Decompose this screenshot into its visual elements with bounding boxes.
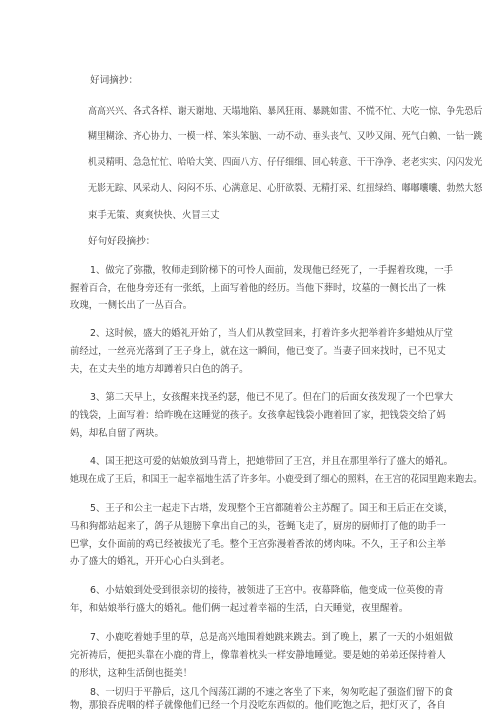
paragraph-line: 2、这时候，盛大的婚礼开始了，当人们从教堂回来，打着许多火把举着许多蜡烛从厅堂 [90, 328, 453, 339]
paragraph-line: 前经过，一丝亮光落到了王子身上，就在这一瞬间，他已变了。当妻子回来找时，已不见丈 [70, 346, 446, 357]
word-line: 高高兴兴、各式各样、谢天谢地、天塌地陷、暴风狂雨、暴跳如雷、不慌不忙、大吃一惊、争先恐后 [88, 106, 483, 117]
paragraph-line: 办了盛大的婚礼，开开心心白头到老。 [70, 556, 230, 567]
word-line: 糊里糊涂、齐心协力、一模一样、笨头笨脑、一动不动、垂头丧气、又吵又闹、死气白赖、一钻一跳 [88, 131, 483, 142]
paragraph-line: 3、第二天早上，女孩醒来找圣约瑟，他已不见了。但在门的后面女孩发现了一个巴掌大 [90, 392, 453, 403]
words-section-title: 好词摘抄： [90, 75, 139, 86]
paragraph-line: 1、做完了弥撒，牧师走到阶梯下的可怜人面前，发现他已经死了，一手握着玫瑰，一手 [90, 265, 453, 276]
paragraph-line: 的钱袋，上面写着：给昨晚在这睡觉的孩子。女孩拿起钱袋小跑着回了家，把钱袋交给了妈 [70, 410, 446, 421]
paragraph-line: 4、国王把这可爱的姑娘放到马背上，把她带回了王宫，并且在那里举行了盛大的婚礼。 [90, 456, 453, 467]
word-line: 无影无踪、风采动人、闷闷不乐、心满意足、心肝欲裂、无精打采、红扭绿绉、嘟嘟囔囔、勃然大怒 [88, 183, 483, 194]
paragraph-line: 的形状，这种生活倒也挺美！ [70, 668, 193, 679]
paragraph-line: 6、小姑娘到处受到很亲切的接待，被领进了王宫中。夜幕降临，他变成一位英俊的青 [90, 585, 444, 596]
paragraph-line: 巴掌，女仆面前的鸡已经被拔光了毛。整个王宫弥漫着香浓的烤肉味。不久，王子和公主举 [70, 539, 446, 550]
paragraph-line: 8、一切归于平静后，这几个闯荡江湖的不速之客坐了下来，匆匆吃起了强盗们留下的食 [90, 687, 453, 698]
paragraph-line: 年，和姑娘举行盛大的婚礼。他们俩一起过着幸福的生活，白天睡觉，夜里醒着。 [70, 603, 409, 614]
word-line: 机灵精明、急急忙忙、哈哈大笑、四面八方、仔仔细细、回心转意、干干净净、老老实实、闪闪发光 [88, 157, 483, 168]
paragraph-line: 妈，却私自留了两块。 [70, 428, 164, 439]
paragraph-line: 马和狗都站起来了，鸽子从翅膀下拿出自己的头，苍蝇飞走了，厨房的厨师打了他的助手一 [70, 521, 446, 532]
paragraph-line: 物，那狼吞虎咽的样子就像他们已经一个月没吃东西似的。他们吃饱之后，把灯灭了，各自 [70, 700, 446, 711]
paragraph-line: 夫，在丈夫坐的地方却蹲着只白色的鸽子。 [70, 364, 249, 375]
paragraph-line: 玫瑰，一侧长出了一丛百合。 [70, 300, 193, 311]
paragraph-line: 她现在成了王后，和国王一起幸福地生活了许多年。小鹿受到了细心的照料，在王宫的花园里跑来跑去。 [70, 474, 483, 485]
paragraph-line: 7、小鹿吃着她手里的草，总是高兴地围着她跳来跳去。到了晚上，累了一天的小姐姐做 [90, 632, 453, 643]
paragraph-line: 5、王子和公主一起走下古塔，发现整个王宫都随着公主苏醒了。国王和王后正在交谈， [90, 503, 453, 514]
paragraph-line: 完祈祷后，便把头靠在小鹿的背上，像靠着枕头一样安静地睡觉。要是她的弟弟还保持着人 [70, 650, 446, 661]
paragraphs-section-title: 好句好段摘抄： [88, 236, 156, 247]
paragraph-line: 握着百合，在他身旁还有一张纸，上面写着他的经历。当他下葬时，坟墓的一侧长出了一株 [70, 283, 446, 294]
word-line: 束手无策、爽爽快快、火冒三丈 [88, 210, 220, 221]
